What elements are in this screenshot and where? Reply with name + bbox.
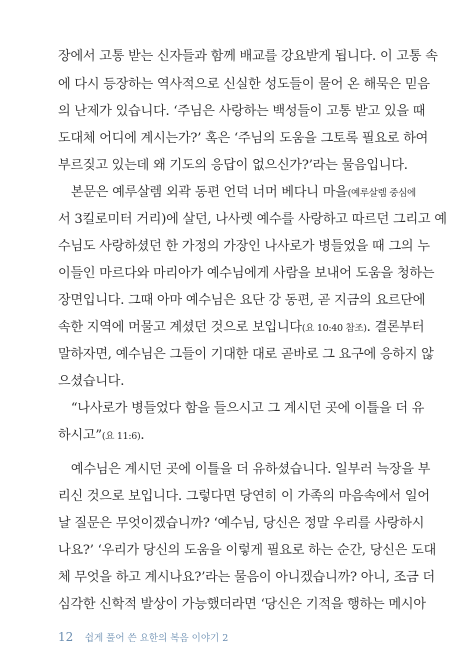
scripture-reference: (요 11:6) — [101, 431, 141, 442]
text-segment: . 결론부터 — [366, 320, 425, 335]
page-number: 12 — [58, 630, 74, 644]
text-line: 으셨습니다. — [58, 374, 125, 389]
inline-note: (예루살렘 중심에 — [347, 188, 416, 199]
text-line: 의 난제가 있습니다. ‘주님은 사랑하는 백성들이 고통 받고 있을 때 — [58, 104, 426, 119]
text-line: 부르짖고 있는데 왜 기도의 응답이 없으신가?’라는 물음입니다. — [58, 158, 408, 173]
text-line: 에 다시 등장하는 역사적으로 신실한 성도들이 물어 온 해묵은 믿음 — [58, 77, 430, 92]
text-line: 장에서 고통 받는 신자들과 함께 배교를 강요받게 됩니다. 이 고통 속 — [58, 49, 438, 64]
text-segment: . — [140, 428, 145, 443]
text-line: 장면입니다. 그때 아마 예수님은 요단 강 동편, 곧 지금의 요르단에 — [58, 293, 426, 308]
running-title: 쉽게 풀어 쓴 요한의 복음 이야기 2 — [84, 633, 229, 644]
text-line: 말하자면, 예수님은 그들이 기대한 대로 곧바로 그 요구에 응하지 않 — [58, 347, 434, 362]
text-line: 리신 것으로 보입니다. 그렇다면 당연히 이 가족의 마음속에서 일어 — [58, 489, 430, 504]
quote-line: “나사로가 병들었다 함을 들으시고 그 계시던 곳에 이틀을 더 유 — [58, 401, 425, 416]
text-line: 체 무엇을 하고 계시나요?’라는 물음이 아니겠습니까? 아니, 조금 더 — [58, 570, 435, 585]
scripture-reference: (요 10:40 참조) — [301, 323, 367, 334]
text-line — [58, 185, 415, 201]
quote-line — [58, 428, 415, 444]
text-line: 심각한 신학적 발상이 가능했더라면 ‘당신은 기적을 행하는 메시아 — [58, 597, 426, 612]
text-line: 수님도 사랑하셨던 한 가정의 가장인 나사로가 병들었을 때 그의 누 — [58, 239, 430, 254]
text-line — [58, 320, 425, 336]
text-segment: 본문은 예루살렘 외곽 동편 언덕 너머 베다니 마을 — [58, 185, 348, 200]
text-line: 도대체 어디에 계시는가?’ 혹은 ‘주님의 도움을 그토록 필요로 하여 — [58, 131, 429, 146]
text-line: 날 질문은 무엇이겠습니까? ‘예수님, 당신은 정말 우리를 사랑하시 — [58, 516, 425, 531]
text-line: 나요?’ ‘우리가 당신의 도움을 이렇게 필요로 하는 순간, 당신은 도대 — [58, 543, 437, 558]
page-footer — [58, 630, 228, 644]
text-segment: 속한 지역에 머물고 계셨던 것으로 보입니다 — [58, 320, 302, 335]
text-line: 예수님은 계시던 곳에 이틀을 더 유하셨습니다. 일부러 늑장을 부 — [58, 462, 431, 477]
text-segment: 하시고” — [58, 428, 102, 443]
text-line: 서 3킬로미터 거리)에 살던, 나사렛 예수를 사랑하고 따르던 그리고 예 — [58, 212, 447, 227]
text-line: 이들인 마르다와 마리아가 예수님에게 사람을 보내어 도움을 청하는 — [58, 266, 435, 281]
